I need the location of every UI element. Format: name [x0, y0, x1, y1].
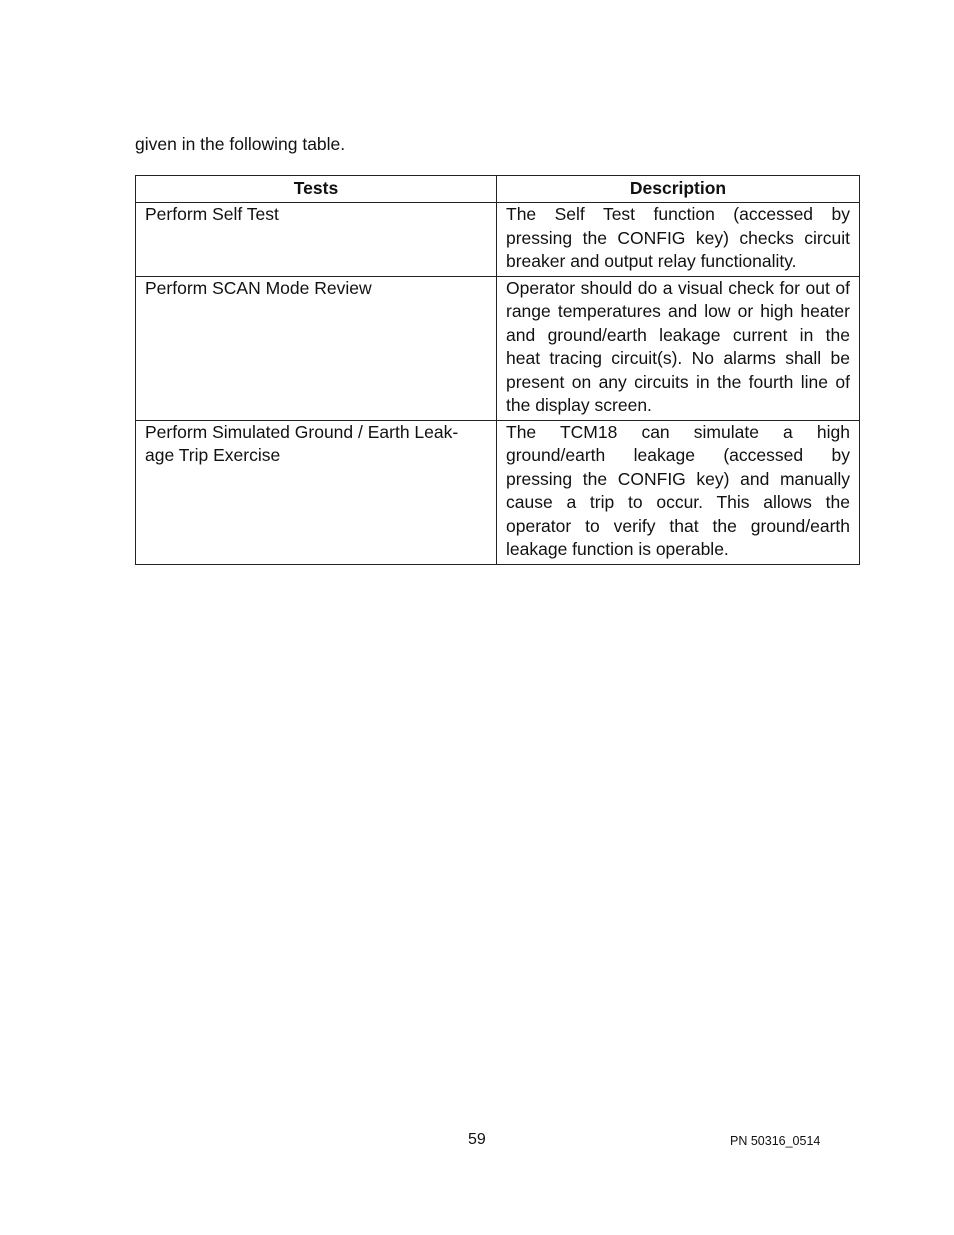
- header-description: Description: [497, 176, 860, 203]
- test-description-cell: Operator should do a visual check for out of range temperatures and low or high heater and ground/earth leakage current in the heat tracing circuit(s). No alarms shall be present on any circuits in the fourth line of the display screen.: [497, 276, 860, 420]
- part-number: PN 50316_0514: [730, 1134, 821, 1148]
- tests-table: [135, 175, 860, 565]
- test-name-cell: Perform Self Test: [136, 203, 497, 277]
- test-description-cell: The TCM18 can simulate a high ground/earth leakage (accessed by pressing the CONFIG key) and manually cause a trip to occur. This allows the operator to verify that the ground/earth leakage function is operable.: [497, 420, 860, 564]
- header-tests: Tests: [136, 176, 497, 203]
- intro-text: given in the following table.: [135, 134, 346, 154]
- test-description-cell: The Self Test function (accessed by pressing the CONFIG key) checks circuit breaker and output relay functionality.: [497, 203, 860, 277]
- table-row: [136, 276, 860, 420]
- table-row: [136, 420, 860, 564]
- page-number: 59: [468, 1131, 486, 1148]
- table-header-row: [136, 176, 860, 203]
- test-name-cell: Perform SCAN Mode Review: [136, 276, 497, 420]
- table-row: [136, 203, 860, 277]
- test-name-cell: Perform Simulated Ground / Earth Leak-age Trip Exercise: [136, 420, 497, 564]
